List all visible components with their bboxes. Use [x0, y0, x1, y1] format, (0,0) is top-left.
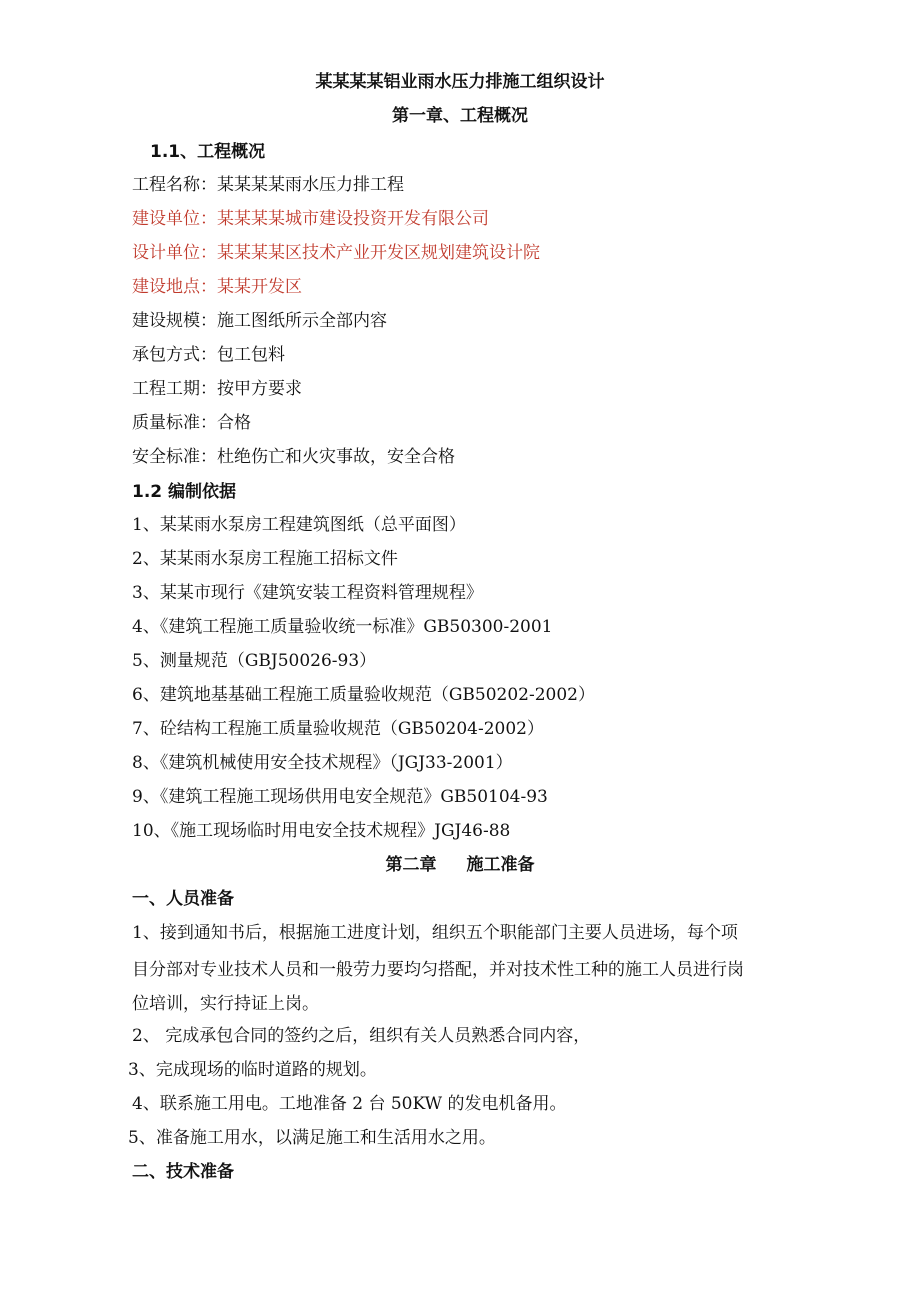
- basis-item: 3、某某市现行《建筑安装工程资料管理规程》: [132, 583, 483, 603]
- basis-item: 6、建筑地基基础工程施工质量验收规范（GB50202-2002）: [132, 685, 595, 705]
- section-1-1-heading: 1.1、工程概况: [150, 142, 266, 162]
- basis-item: 8、《建筑机械使用安全技术规程》（JGJ33-2001）: [132, 753, 513, 773]
- chapter-1-heading: 第一章、工程概况: [392, 106, 528, 126]
- overview-contract-mode: 承包方式：包工包料: [132, 345, 285, 365]
- overview-scale: 建设规模：施工图纸所示全部内容: [132, 311, 387, 331]
- basis-item: 9、《建筑工程施工现场供用电安全规范》GB50104-93: [132, 787, 548, 807]
- section-1-2-heading: 1.2 编制依据: [132, 482, 237, 502]
- overview-quality: 质量标准：合格: [132, 413, 251, 433]
- personnel-para-1-line: 1、接到通知书后，根据施工进度计划，组织五个职能部门主要人员进场，每个项: [132, 923, 738, 943]
- personnel-para-1-line: 位培训，实行持证上岗。: [132, 994, 319, 1014]
- basis-item: 5、测量规范（GBJ50026-93）: [132, 651, 377, 671]
- basis-item: 2、某某雨水泵房工程施工招标文件: [132, 549, 398, 569]
- personnel-heading: 一、人员准备: [132, 889, 234, 909]
- basis-item: 4、《建筑工程施工质量验收统一标准》GB50300-2001: [132, 617, 553, 637]
- overview-project-name: 工程名称：某某某某雨水压力排工程: [132, 175, 404, 195]
- overview-location: 建设地点：某某开发区: [132, 277, 302, 297]
- tech-heading: 二、技术准备: [132, 1162, 234, 1182]
- overview-safety: 安全标准：杜绝伤亡和火灾事故，安全合格: [132, 447, 455, 467]
- personnel-para-1-line: 目分部对专业技术人员和一般劳力要均匀搭配，并对技术性工种的施工人员进行岗: [132, 960, 744, 980]
- basis-item: 7、砼结构工程施工质量验收规范（GB50204-2002）: [132, 719, 544, 739]
- chapter-2-title: 施工准备: [466, 855, 535, 875]
- basis-item: 1、某某雨水泵房工程建筑图纸（总平面图）: [132, 515, 466, 535]
- chapter-2-heading: [0, 853, 920, 877]
- personnel-para-5: 5、准备施工用水，以满足施工和生活用水之用。: [128, 1128, 496, 1148]
- personnel-para-2: 2、 完成承包合同的签约之后，组织有关人员熟悉合同内容，: [132, 1026, 591, 1046]
- chapter-2-number: 第二章: [385, 855, 437, 875]
- overview-designer: 设计单位：某某某某区技术产业开发区规划建筑设计院: [132, 243, 540, 263]
- overview-client: 建设单位：某某某某城市建设投资开发有限公司: [132, 209, 489, 229]
- overview-duration: 工程工期：按甲方要求: [132, 379, 302, 399]
- basis-item: 10、《施工现场临时用电安全技术规程》JGJ46-88: [132, 821, 511, 841]
- personnel-para-3: 3、完成现场的临时道路的规划。: [128, 1060, 377, 1080]
- personnel-para-4: 4、联系施工用电。工地准备 2 台 50KW 的发电机备用。: [132, 1094, 567, 1114]
- document-title: 某某某某铝业雨水压力排施工组织设计: [315, 72, 605, 92]
